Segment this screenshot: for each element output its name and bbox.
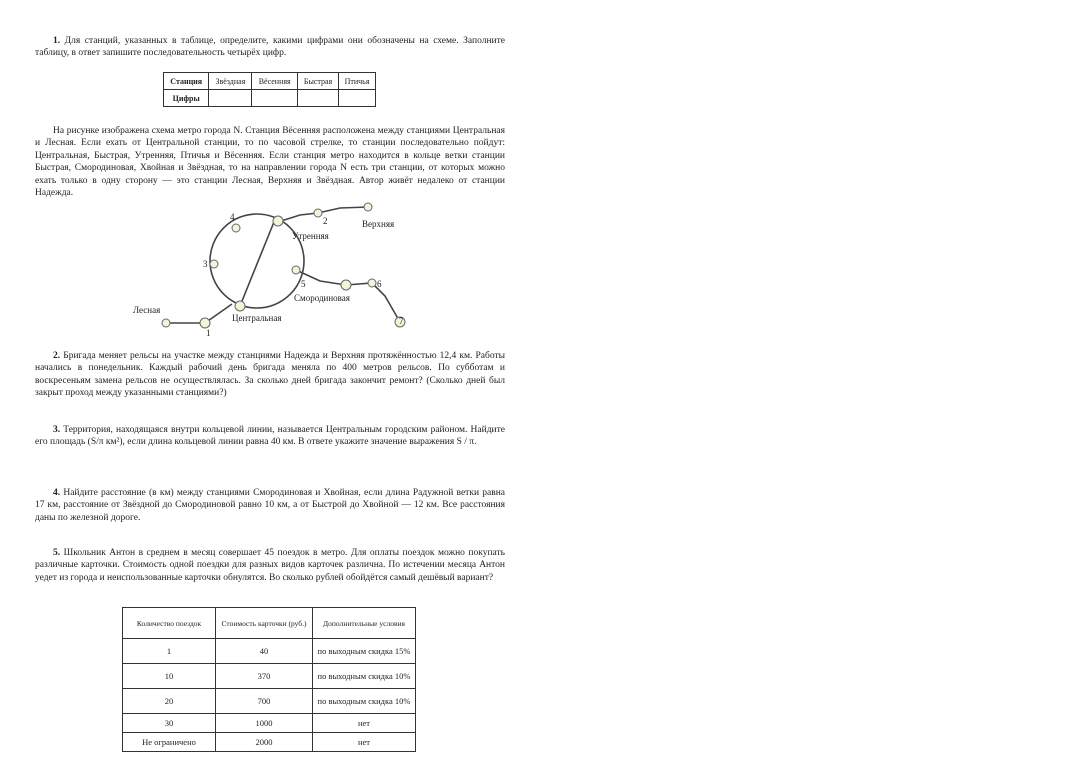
- map-label-verhnyaya: Верхняя: [362, 219, 395, 229]
- station-node: [200, 318, 210, 328]
- station-node: [292, 266, 300, 274]
- table-cell: 2000: [216, 733, 313, 752]
- diagonal-line: [240, 217, 276, 306]
- station-cell: Звёздная: [209, 73, 252, 90]
- station-cell: Птичья: [339, 73, 376, 90]
- task3-number: 3.: [53, 425, 61, 435]
- task4-number: 4.: [53, 488, 61, 498]
- station-node: [341, 280, 351, 290]
- task2-text: Бригада меняет рельсы на участке между станциями Надежда и Верхняя протяжённостью 12,4 км. Работы начались в понедельник. Каждый рабочий день бригада меняла по 400 метров рельсов. По субботам и воскресеньям замена рельсов не осуществлялась. За сколько дней бригада закончит ремонт? (Сколько дней был закрыт проход между указанными станциями?): [35, 351, 505, 399]
- map-digit-5: 5: [301, 279, 306, 289]
- table-cell: 30: [123, 714, 216, 733]
- task5-table: [122, 607, 416, 752]
- table-cell: по выходным скидка 10%: [313, 664, 416, 689]
- table-row: [123, 714, 416, 733]
- table-row: [123, 608, 416, 639]
- task3-text: Территория, находящаяся внутри кольцевой линии, называется Центральным городским районом. Найдите его площадь (S/π км²), если длина кольцевой линии равна 40 км. В ответе укажите значение выражения S / π.: [35, 425, 505, 448]
- map-digit-6: 6: [377, 279, 382, 289]
- station-node: [314, 209, 322, 217]
- task3-paragraph: [35, 424, 505, 449]
- map-label-lesnaya: Лесная: [133, 305, 161, 315]
- table-cell: нет: [313, 733, 416, 752]
- table-row: [123, 733, 416, 752]
- table-header: Стоимость карточки (руб.): [216, 608, 313, 639]
- task2-number: 2.: [53, 351, 61, 361]
- task1-number: 1.: [53, 36, 61, 46]
- station-node: [232, 224, 240, 232]
- map-label-utrennyaya: Утренняя: [292, 231, 329, 241]
- intro-paragraph: На рисунке изображена схема метро города N. Станция Вёсенняя расположена между станциями Центральная и Лесная. Если ехать от Центральной станции, то по часовой стрелке, то станции последовательно пойдут: Центральная, Быстрая, Утренняя, Птичья и Вёсенняя. Если станция метро находится в кольце ветки станции Быстрая, Смородиновая, Хвойная и Звёздная, то на направлении города N есть три станции, от которых можно ехать только в одну сторону — это станции Лесная, Верхняя и Звёздная. Автор живёт недалеко от станции Надежда.: [35, 126, 505, 199]
- table-header: Количество поездок: [123, 608, 216, 639]
- task5-paragraph: [35, 547, 505, 584]
- task4-paragraph: [35, 487, 505, 524]
- map-label-smorodinovaya: Смородиновая: [294, 293, 350, 303]
- task5-text: Школьник Антон в среднем в месяц совершает 45 поездок в метро. Для оплаты поездок можно покупать различные карточки. Стоимость одной поездки для разных видов карточек различна. По истечении месяца Антон уедет из города и неиспользованные карточки обнулятся. Во сколько рублей обойдётся самый дешёвый вариант?: [35, 548, 505, 583]
- table-header: Дополнительные условия: [313, 608, 416, 639]
- ring-line: [210, 214, 304, 308]
- table-cell: по выходным скидка 15%: [313, 639, 416, 664]
- map-digit-7: 7: [399, 316, 404, 326]
- task5-number: 5.: [53, 548, 61, 558]
- station-cell: Быстрая: [298, 73, 339, 90]
- table-cell: 40: [216, 639, 313, 664]
- station-node: [162, 319, 170, 327]
- task1-text: Для станций, указанных в таблице, определите, какими цифрами они обозначены на схеме. Заполните таблицу, в ответ запишите последовательность четырёх цифр.: [35, 36, 506, 59]
- map-digit-3: 3: [203, 259, 208, 269]
- station-header: Станция: [164, 73, 209, 90]
- station-node: [368, 279, 376, 287]
- station-cell: Вёсенняя: [252, 73, 298, 90]
- table-row: [123, 689, 416, 714]
- task4-text: Найдите расстояние (в км) между станциями Смородиновая и Хвойная, если длина Радужной ветки равна 17 км, расстояние от Звёздной до Смородиновой равно 10 км, а от Быстрой до Хвойной — 12 км. Все расстояния даны по железной дороге.: [35, 488, 505, 523]
- table-cell: 1: [123, 639, 216, 664]
- task2-paragraph: [35, 350, 505, 400]
- map-digit-1: 1: [206, 328, 211, 338]
- map-digit-2: 2: [323, 216, 328, 226]
- station-node: [273, 216, 283, 226]
- station-node: [364, 203, 372, 211]
- table-cell: нет: [313, 714, 416, 733]
- station-node: [235, 301, 245, 311]
- table-row: [123, 664, 416, 689]
- table-cell: по выходным скидка 10%: [313, 689, 416, 714]
- table-cell: Не ограничено: [123, 733, 216, 752]
- table-cell: 700: [216, 689, 313, 714]
- table-cell: 20: [123, 689, 216, 714]
- table-row: [123, 639, 416, 664]
- map-digit-4: 4: [230, 212, 235, 222]
- station-node: [210, 260, 218, 268]
- map-label-centralnaya: Центральная: [232, 313, 282, 323]
- table-cell: 370: [216, 664, 313, 689]
- table-cell: 10: [123, 664, 216, 689]
- table-cell: 1000: [216, 714, 313, 733]
- digit-header: Цифры: [164, 90, 209, 107]
